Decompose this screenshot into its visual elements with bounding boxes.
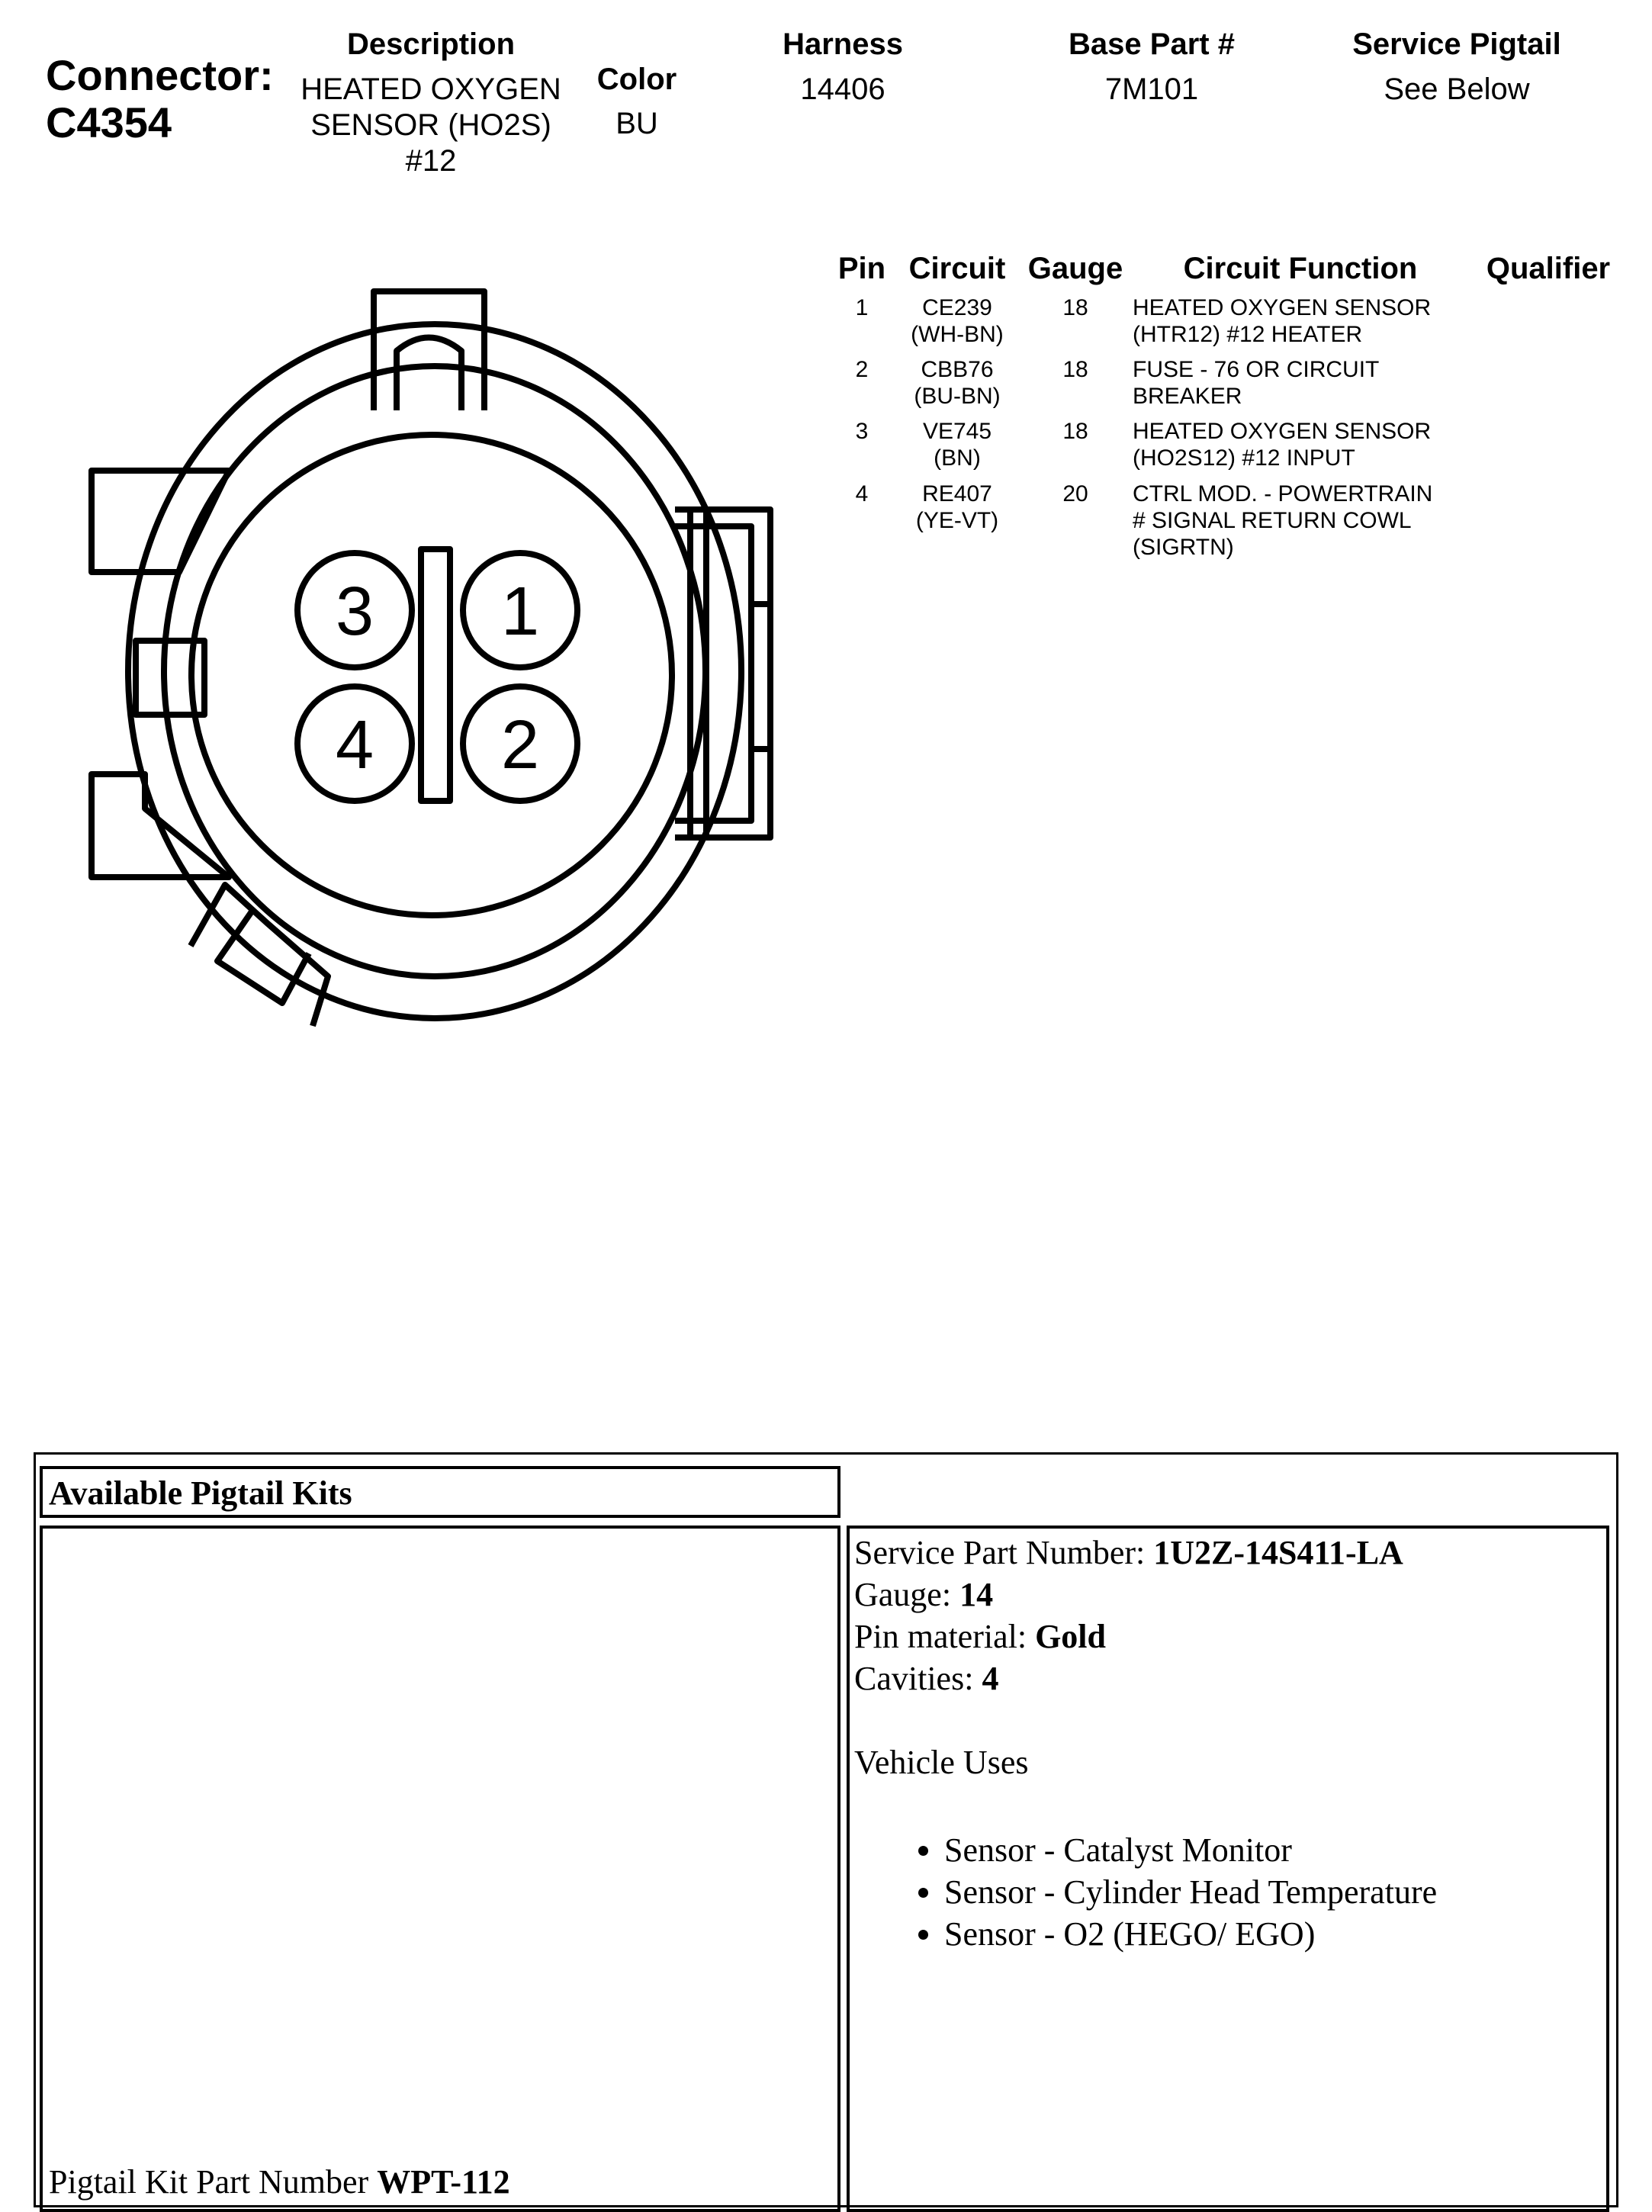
- row-pin: 1: [855, 295, 869, 320]
- list-item: [905, 1829, 1437, 1871]
- row-circuit: [900, 481, 1014, 534]
- circuit-color: (WH-BN): [911, 322, 1004, 347]
- circuit-code: RE407: [922, 481, 992, 506]
- cavities-line: [854, 1657, 1437, 1699]
- service-part-label: Service Part Number:: [854, 1534, 1154, 1571]
- circuit-code: CE239: [922, 295, 992, 320]
- pin-table: [824, 252, 1632, 572]
- description-value: [282, 72, 580, 179]
- list-item: [905, 1871, 1437, 1913]
- pin-label: 4: [335, 707, 374, 783]
- row-function: [1133, 356, 1483, 410]
- function-line: CTRL MOD. - POWERTRAIN: [1133, 481, 1433, 506]
- vehicle-use-text: Sensor - O2 (HEGO/ EGO): [944, 1915, 1316, 1953]
- vehicle-uses-list: [905, 1829, 1437, 1955]
- pin-label: 3: [335, 574, 374, 650]
- cavities-label: Cavities:: [854, 1660, 982, 1697]
- row-gauge: 18: [1062, 295, 1088, 320]
- circuit-color: (YE-VT): [915, 508, 999, 533]
- row-function: [1133, 294, 1483, 348]
- pin-material-line: [854, 1616, 1437, 1657]
- base-part-label: Base Part #: [1069, 27, 1235, 61]
- row-function: [1133, 481, 1483, 561]
- row-circuit: [900, 356, 1014, 410]
- function-line: (SIGRTN): [1133, 535, 1234, 560]
- pigtail-title-cell: [40, 1466, 840, 1518]
- description-label: Description: [346, 27, 516, 61]
- pigtail-details-cell: [847, 1526, 1609, 2212]
- function-line: BREAKER: [1133, 384, 1242, 409]
- inner-face: [191, 435, 672, 915]
- qualifier-header: Qualifier: [1486, 252, 1611, 285]
- vehicle-uses-label: Vehicle Uses: [854, 1744, 1029, 1781]
- pigtail-section-title: Available Pigtail Kits: [49, 1474, 352, 1512]
- function-line: HEATED OXYGEN SENSOR: [1133, 419, 1432, 444]
- pigtail-image-cell: [40, 1526, 840, 2212]
- circuit-code: CBB76: [921, 357, 994, 382]
- function-line: (HO2S12) #12 INPUT: [1133, 445, 1355, 471]
- color-label: Color: [596, 63, 677, 96]
- color-value: BU: [615, 107, 658, 140]
- connector-face-diagram: [76, 275, 808, 1053]
- gauge-label: Gauge:: [854, 1576, 960, 1613]
- list-item: [905, 1913, 1437, 1955]
- service-part-line: [854, 1532, 1437, 1574]
- center-key-slot: [421, 549, 450, 801]
- row-gauge: 18: [1062, 357, 1088, 382]
- pin-material-value: Gold: [1035, 1618, 1106, 1655]
- row-gauge: 18: [1062, 419, 1088, 444]
- connector-label: Connector:: [46, 51, 274, 99]
- row-circuit: [900, 418, 1014, 471]
- harness-label: Harness: [783, 27, 903, 61]
- harness-value: 14406: [800, 72, 885, 106]
- service-pigtail-value: See Below: [1384, 72, 1530, 106]
- row-circuit: [900, 294, 1014, 348]
- service-part-value: 1U2Z-14S411-LA: [1153, 1534, 1403, 1571]
- row-gauge: 20: [1062, 481, 1088, 506]
- cavities-value: 4: [982, 1660, 999, 1697]
- vehicle-use-text: Sensor - Catalyst Monitor: [944, 1831, 1292, 1869]
- function-line: HEATED OXYGEN SENSOR: [1133, 295, 1432, 320]
- gauge-value: 14: [959, 1576, 994, 1613]
- pin-material-label: Pin material:: [854, 1618, 1036, 1655]
- circuit-color: (BN): [934, 445, 981, 471]
- kit-part-value: WPT-112: [377, 2163, 510, 2201]
- description-line: #12: [405, 144, 457, 178]
- pin-header: Pin: [837, 252, 886, 285]
- connector-title: [46, 52, 274, 146]
- pigtail-details: [854, 1532, 1437, 1955]
- top-key: [374, 291, 484, 410]
- function-header: Circuit Function: [1183, 252, 1418, 285]
- function-line: FUSE - 76 OR CIRCUIT: [1133, 357, 1380, 382]
- function-line: (HTR12) #12 HEATER: [1133, 322, 1363, 347]
- middle-ring: [164, 366, 705, 976]
- row-function: [1133, 418, 1483, 471]
- kit-part-label: Pigtail Kit Part Number: [49, 2163, 378, 2201]
- row-pin: 4: [855, 481, 869, 506]
- description-line: HEATED OXYGEN: [301, 72, 561, 106]
- circuit-color: (BU-BN): [914, 384, 1001, 409]
- row-pin: 3: [855, 419, 869, 444]
- service-pigtail-label: Service Pigtail: [1352, 27, 1561, 61]
- pin-label: 2: [500, 707, 540, 783]
- circuit-code: VE745: [922, 419, 992, 444]
- gauge-line: [854, 1574, 1437, 1616]
- vehicle-use-text: Sensor - Cylinder Head Temperature: [944, 1873, 1438, 1911]
- base-part-value: 7M101: [1104, 72, 1199, 106]
- pin-label: 1: [500, 574, 540, 650]
- gauge-header: Gauge: [1027, 252, 1123, 285]
- circuit-header: Circuit: [908, 252, 1006, 285]
- pigtail-kit-part: [49, 2161, 510, 2203]
- connector-id: C4354: [46, 98, 172, 146]
- description-line: SENSOR (HO2S): [310, 108, 551, 142]
- row-pin: 2: [855, 357, 869, 382]
- function-line: # SIGNAL RETURN COWL: [1133, 508, 1412, 533]
